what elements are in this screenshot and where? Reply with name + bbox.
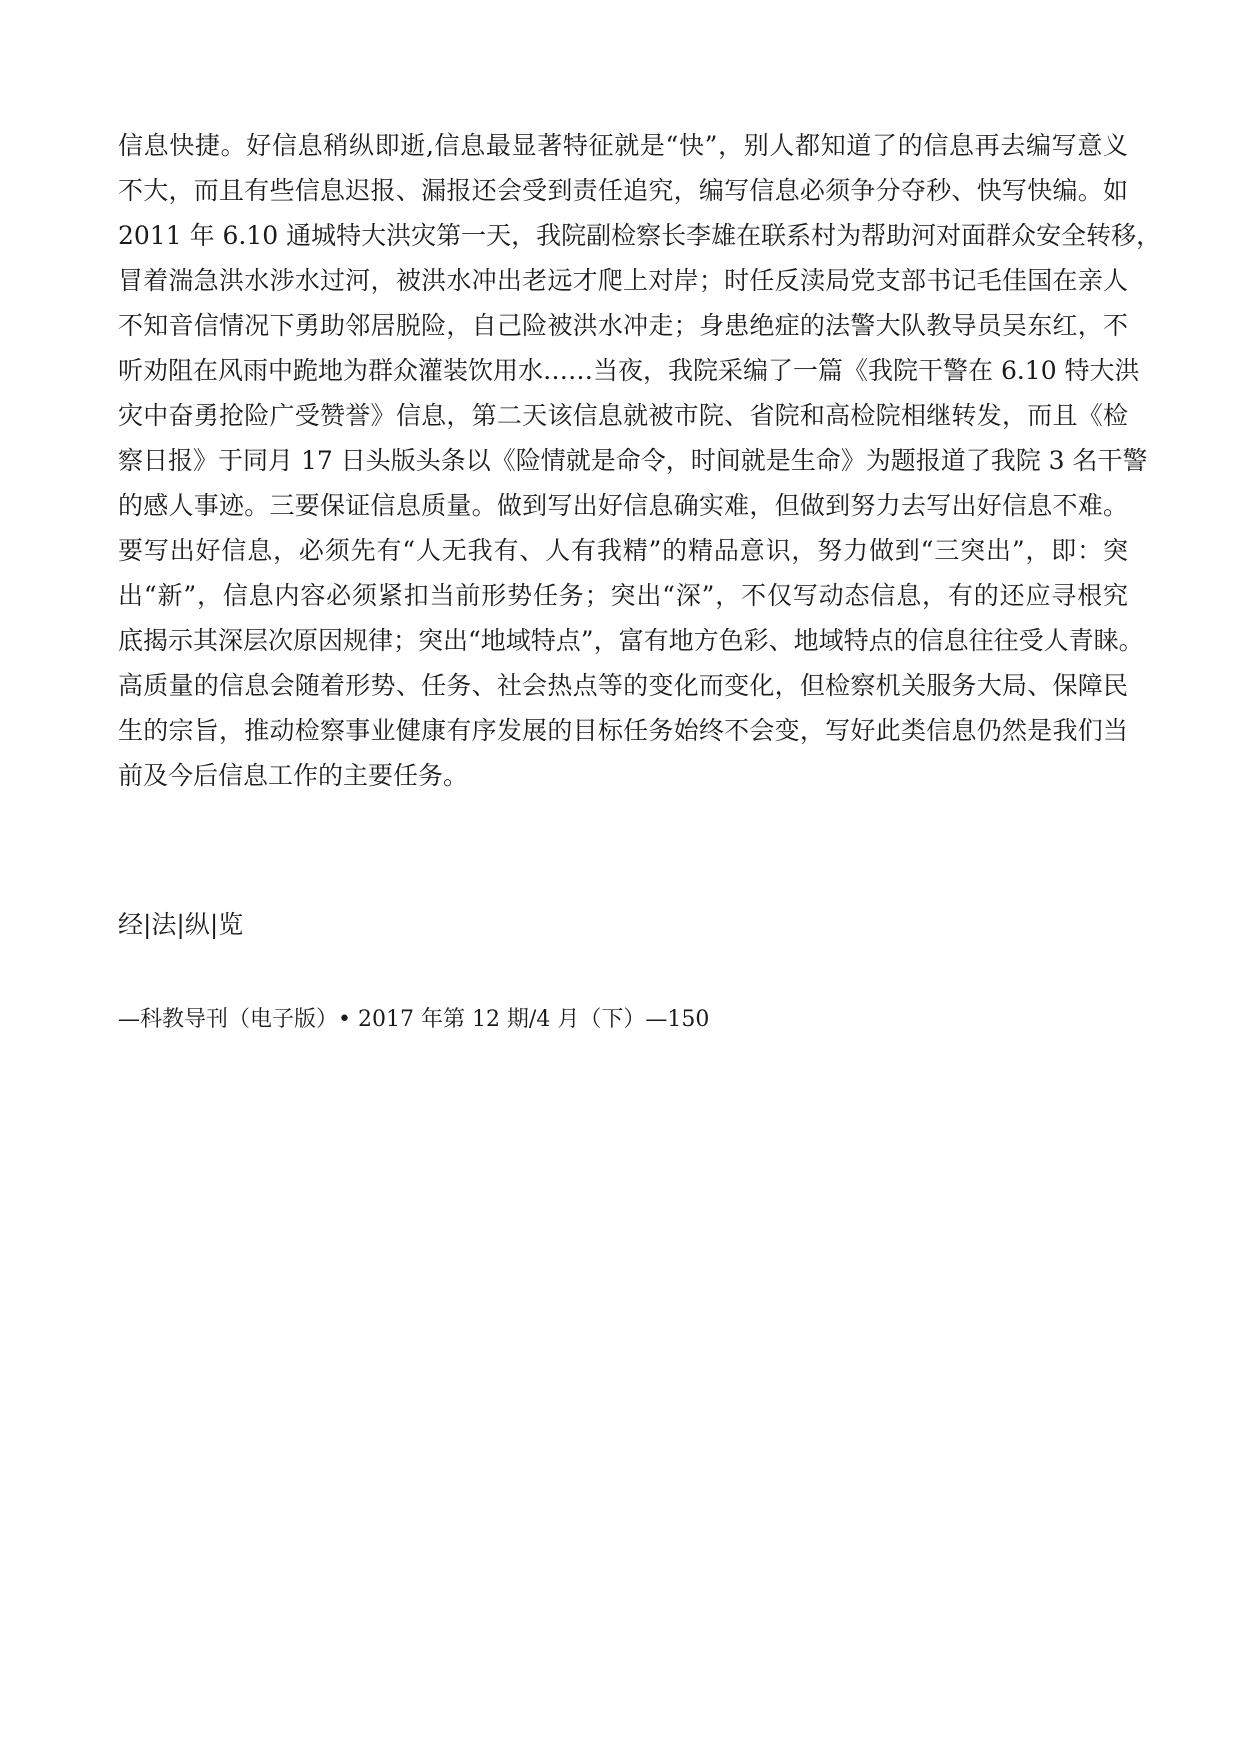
body-line: 信息快捷。好信息稍纵即逝,信息最显著特征就是“快”，别人都知道了的信息再去编写意义 bbox=[118, 131, 1128, 160]
body-line: 冒着湍急洪水涉水过河，被洪水冲出老远才爬上对岸；时任反渎局党支部书记毛佳国在亲人 bbox=[118, 266, 1128, 295]
body-line: 前及今后信息工作的主要任务。 bbox=[118, 761, 469, 790]
body-line: 底揭示其深层次原因规律；突出“地域特点”，富有地方色彩、地域特点的信息往往受人青睐。 bbox=[118, 626, 1144, 655]
section-label: 经|法|纵|览 bbox=[118, 910, 244, 939]
body-line: 出“新”，信息内容必须紧扣当前形势任务；突出“深”，不仅写动态信息，有的还应寻根究 bbox=[118, 581, 1128, 610]
body-line: 2011 年 6.10 通城特大洪灾第一天，我院副检察长李雄在联系村为帮助河对面群众安全转移， bbox=[118, 221, 1162, 250]
body-line: 不大，而且有些信息迟报、漏报还会受到责任追究，编写信息必须争分夺秒、快写快编。如 bbox=[118, 176, 1128, 205]
body-line: 灾中奋勇抢险广受赞誉》信息，第二天该信息就被市院、省院和高检院相继转发，而且《检 bbox=[118, 401, 1128, 430]
body-line: 察日报》于同月 17 日头版头条以《险情就是命令，时间就是生命》为题报道了我院 3 名干警 bbox=[118, 446, 1148, 475]
body-line: 高质量的信息会随着形势、任务、社会热点等的变化而变化，但检察机关服务大局、保障民 bbox=[118, 671, 1128, 700]
body-line: 的感人事迹。三要保证信息质量。做到写出好信息确实难，但做到努力去写出好信息不难。 bbox=[118, 491, 1128, 520]
journal-footer: —科教导刊（电子版）• 2017 年第 12 期/4 月（下）—150 bbox=[118, 1007, 710, 1032]
body-line: 不知音信情况下勇助邻居脱险，自己险被洪水冲走；身患绝症的法警大队教导员吴东红，不 bbox=[118, 311, 1128, 340]
body-line: 生的宗旨，推动检察事业健康有序发展的目标任务始终不会变，写好此类信息仍然是我们当 bbox=[118, 716, 1128, 745]
body-paragraph bbox=[118, 123, 1162, 798]
body-line: 听劝阻在风雨中跪地为群众灌装饮用水……当夜，我院采编了一篇《我院干警在 6.10 特大洪 bbox=[118, 356, 1140, 385]
body-line: 要写出好信息，必须先有“人无我有、人有我精”的精品意识，努力做到“三突出”，即：突 bbox=[118, 536, 1128, 565]
